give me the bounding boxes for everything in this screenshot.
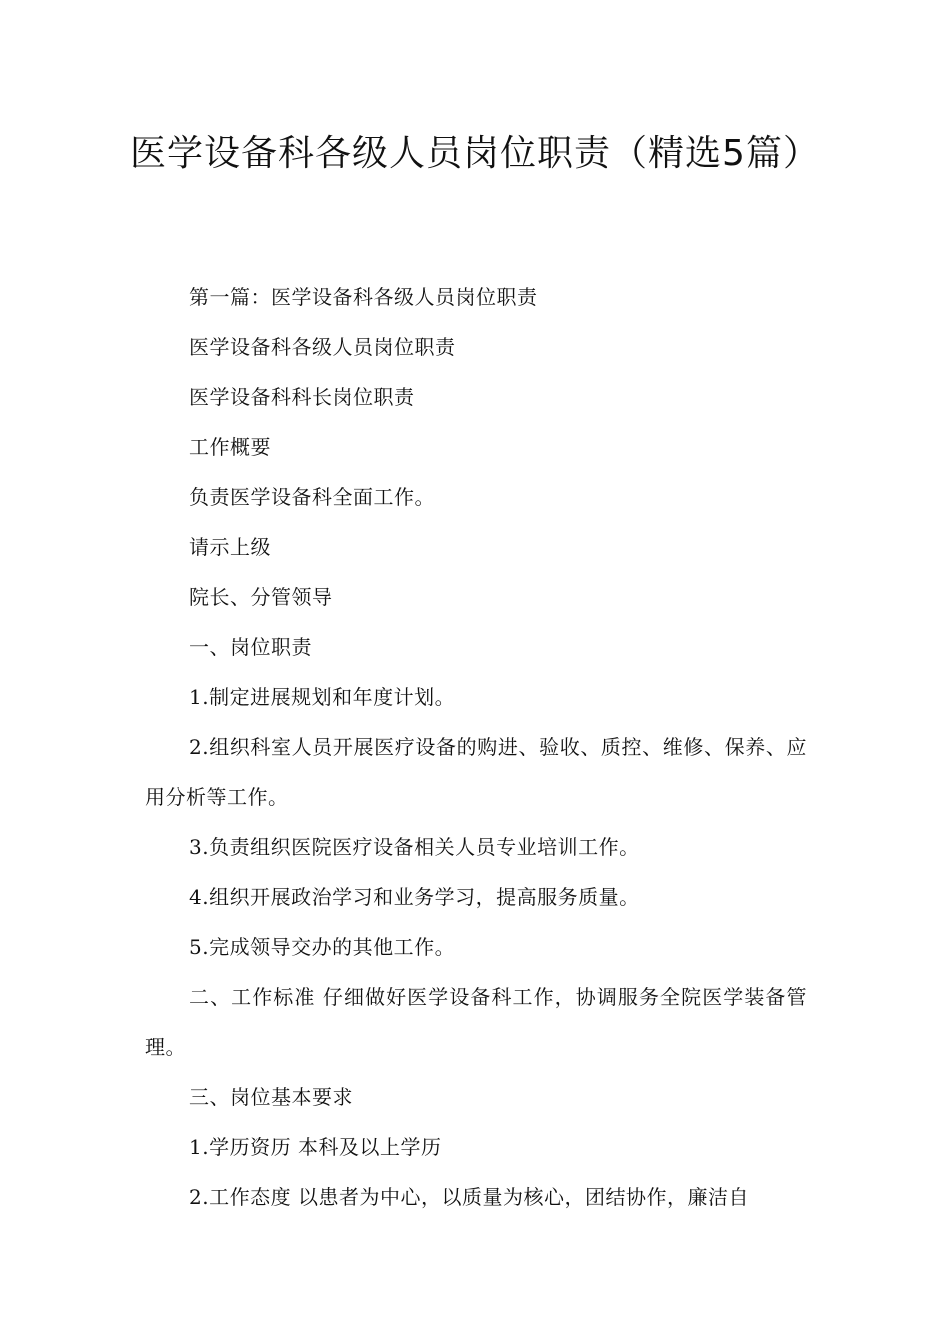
paragraph: 请示上级: [189, 535, 271, 559]
document-title: 医学设备科各级人员岗位职责（精选5篇）: [130, 133, 820, 174]
paragraph: 工作概要: [189, 435, 271, 459]
document-body: [145, 285, 807, 1235]
paragraph: 1.制定进展规划和年度计划。: [189, 685, 456, 709]
paragraph: 1.学历资历 本科及以上学历: [189, 1135, 442, 1159]
paragraph: 二、工作标准 仔细做好医学设备科工作，协调服务全院医学装备管理。: [145, 985, 807, 1059]
paragraph: 医学设备科科长岗位职责: [189, 385, 415, 409]
paragraph: 3.负责组织医院医疗设备相关人员专业培训工作。: [189, 835, 640, 859]
paragraph: 4.组织开展政治学习和业务学习，提高服务质量。: [189, 885, 640, 909]
paragraph: 2.工作态度 以患者为中心，以质量为核心，团结协作，廉洁自: [189, 1185, 749, 1209]
paragraph: 第一篇：医学设备科各级人员岗位职责: [189, 285, 538, 309]
paragraph: 2.组织科室人员开展医疗设备的购进、验收、质控、维修、保养、应用分析等工作。: [145, 735, 807, 809]
paragraph: 三、岗位基本要求: [189, 1085, 353, 1109]
paragraph: 医学设备科各级人员岗位职责: [189, 335, 456, 359]
paragraph: 负责医学设备科全面工作。: [189, 485, 435, 509]
paragraph: 5.完成领导交办的其他工作。: [189, 935, 456, 959]
paragraph: 一、岗位职责: [189, 635, 312, 659]
paragraph: 院长、分管领导: [189, 585, 333, 609]
